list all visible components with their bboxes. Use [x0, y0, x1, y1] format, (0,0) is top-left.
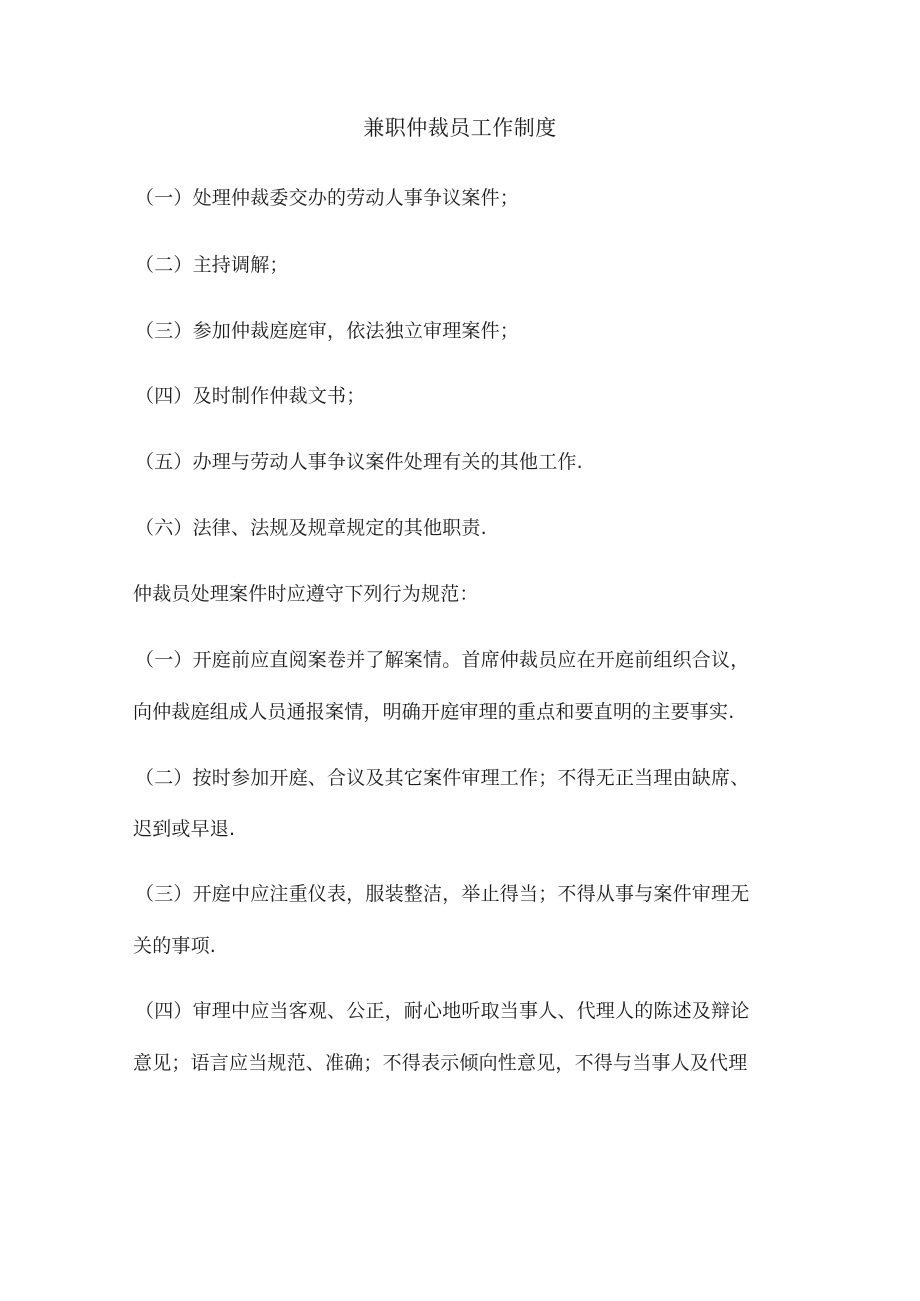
conduct-line-6: 关的事项.	[133, 935, 217, 957]
conduct-line-4: 迟到或早退.	[133, 818, 236, 840]
duty-item-5: （五）办理与劳动人事争议案件处理有关的其他工作.	[135, 451, 583, 473]
duty-item-1: （一）处理仲裁委交办的劳动人事争议案件；	[135, 187, 520, 209]
conduct-heading: 仲裁员处理案件时应遵守下列行为规范：	[133, 583, 479, 605]
conduct-line-7: （四）审理中应当客观、公正，耐心地听取当事人、代理人的陈述及辩论	[135, 1000, 750, 1022]
duty-item-3: （三）参加仲裁庭庭审，依法独立审理案件；	[135, 320, 520, 342]
document-title: 兼职仲裁员工作制度	[363, 116, 557, 140]
conduct-line-8: 意见；语言应当规范、准确；不得表示倾向性意见，不得与当事人及代理	[133, 1052, 748, 1074]
duty-item-2: （二）主持调解；	[135, 254, 289, 276]
conduct-line-2: 向仲裁庭组成人员通报案情，明确开庭审理的重点和要直明的主要事实.	[133, 701, 735, 723]
duty-item-4: （四）及时制作仲裁文书；	[135, 385, 366, 407]
conduct-line-1: （一）开庭前应直阅案卷并了解案情。首席仲裁员应在开庭前组织合议，	[135, 649, 750, 671]
conduct-line-3: （二）按时参加开庭、合议及其它案件审理工作；不得无正当理由缺席、	[135, 767, 750, 789]
conduct-line-5: （三）开庭中应注重仪表，服装整洁，举止得当；不得从事与案件审理无	[135, 883, 750, 905]
duty-item-6: （六）法律、法规及规章规定的其他职责.	[135, 517, 487, 539]
